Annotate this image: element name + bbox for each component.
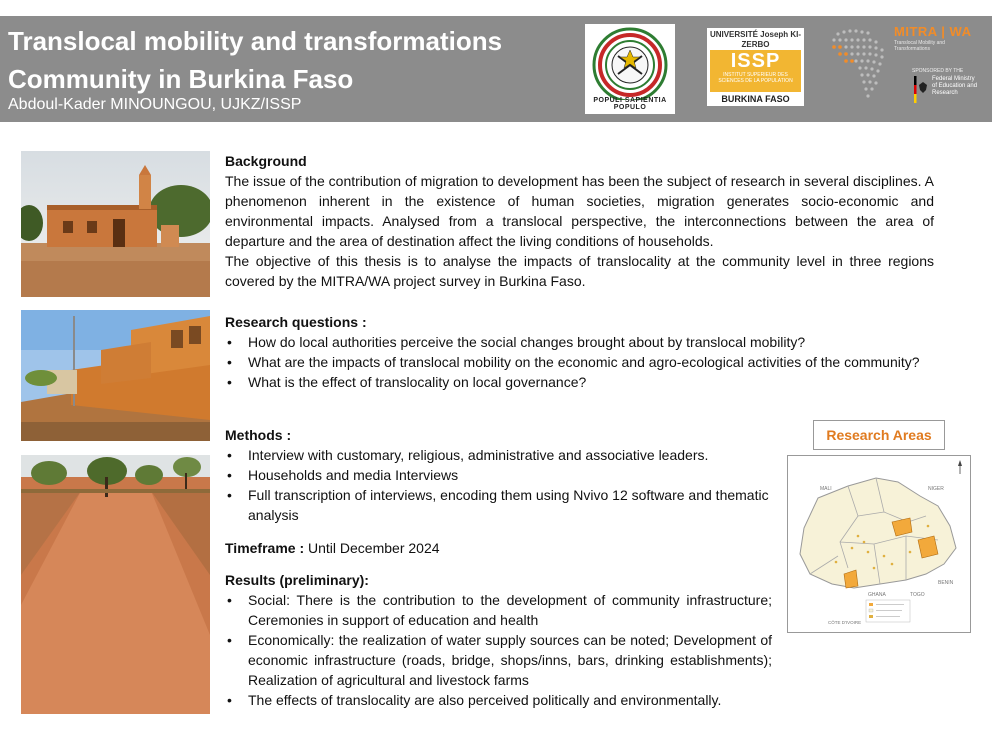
timeframe-label: Timeframe :	[225, 540, 305, 556]
ujkz-logo	[585, 24, 675, 114]
list-item: • Social: There is the contribution to the development of community infrastructure; Ceremonies in support of education and health	[225, 590, 772, 630]
methods-heading: Methods :	[225, 427, 292, 443]
building-photo-icon	[21, 151, 210, 297]
mitra-wa-name: MITRA | WA	[894, 24, 972, 39]
burkina-faso-map-icon	[788, 456, 970, 632]
list-item: • Households and media Interviews	[225, 465, 770, 485]
map-label-togo: TOGO	[910, 592, 925, 598]
author-line: Abdoul-Kader MINOUNGOU, UJKZ/ISSP	[8, 96, 302, 113]
ujkz-motto: POPULI SAPIENTIA POPULO	[593, 97, 667, 111]
issp-logo	[707, 28, 804, 106]
list-item: • What are the impacts of translocal mobility on the economic and agro-ecological activities of the community?	[225, 352, 934, 372]
map-legend	[866, 600, 910, 622]
methods-section	[225, 425, 770, 525]
list-item: • The effects of translocality are also perceived politically and environmentally.	[225, 690, 772, 710]
results-section	[225, 570, 772, 710]
map-label-ghana: GHANA	[868, 592, 886, 598]
research-questions-heading: Research questions :	[225, 314, 367, 330]
map-label-benin: BENIN	[938, 580, 954, 586]
methods-list	[225, 445, 770, 525]
photo-dirt-road	[21, 455, 210, 714]
timeframe-section	[225, 538, 770, 558]
header-banner	[0, 16, 992, 122]
title-line-1: Translocal mobility and transformations	[8, 26, 503, 56]
ministry-name: Federal Ministry of Education and Research	[932, 76, 978, 96]
mitra-wa-subtitle: Translocal Mobility and Transformations	[894, 40, 945, 52]
funder-label: SPONSORED BY THE	[912, 68, 964, 74]
title-line-2: Community in Burkina Faso	[8, 64, 354, 94]
results-heading: Results (preliminary):	[225, 572, 369, 588]
issp-emblem	[710, 50, 801, 92]
results-list	[225, 590, 772, 710]
timeframe-value: Until December 2024	[308, 540, 440, 556]
map-label-cote-divoire: CÔTE D'IVOIRE	[828, 620, 862, 625]
africa-dots-icon	[826, 20, 896, 110]
research-questions-section	[225, 312, 934, 392]
map-label-niger: NIGER	[928, 486, 944, 492]
list-item: • Interview with customary, religious, administrative and associative leaders.	[225, 445, 770, 465]
background-paragraph-1: The issue of the contribution of migration to development has been the subject of research in several disciplines. A phenomenon inherent in the existence of human societies, migration generates socio-economic and environmental impacts. Analysed from a translocal perspective, the interconnections between the area of departure and the area of destination affect the living conditions of households.	[225, 173, 934, 249]
german-eagle-icon	[914, 76, 932, 104]
issp-acronym: ISSP	[730, 50, 781, 72]
poster-title	[8, 22, 502, 98]
issp-university-text: UNIVERSITÉ Joseph KI-ZERBO	[709, 30, 802, 49]
photo-community-building	[21, 151, 210, 297]
research-areas-map	[787, 455, 971, 633]
background-paragraph-2: The objective of this thesis is to analyse the impacts of translocality at the community level in three regions covered by the MITRA/WA project survey in Burkina Faso.	[225, 253, 934, 289]
mitra-wa-logo	[826, 20, 976, 116]
list-item: • Full transcription of interviews, encoding them using Nvivo 12 software and thematic analysis	[225, 485, 770, 525]
issp-full-name: INSTITUT SUPERIEUR DES SCIENCES DE LA POPULATION	[718, 72, 793, 84]
research-questions-list	[225, 332, 934, 392]
road-photo-icon	[21, 455, 210, 714]
background-heading: Background	[225, 153, 307, 169]
list-item: • Economically: the realization of water supply sources can be noted; Development of economic infrastructure (roads, bridge, shops/inns, bars, drinking establishments); Realization of agricultural and livestock farms	[225, 630, 772, 690]
list-item: • How do local authorities perceive the social changes brought about by translocal mobility?	[225, 332, 934, 352]
research-areas-label: Research Areas	[813, 420, 945, 450]
map-label-mali: MALI	[820, 486, 832, 492]
street-photo-icon	[21, 310, 210, 441]
list-item: • What is the effect of translocality on local governance?	[225, 372, 934, 392]
issp-country: BURKINA FASO	[721, 94, 790, 104]
photo-village-street	[21, 310, 210, 441]
background-section	[225, 151, 934, 291]
